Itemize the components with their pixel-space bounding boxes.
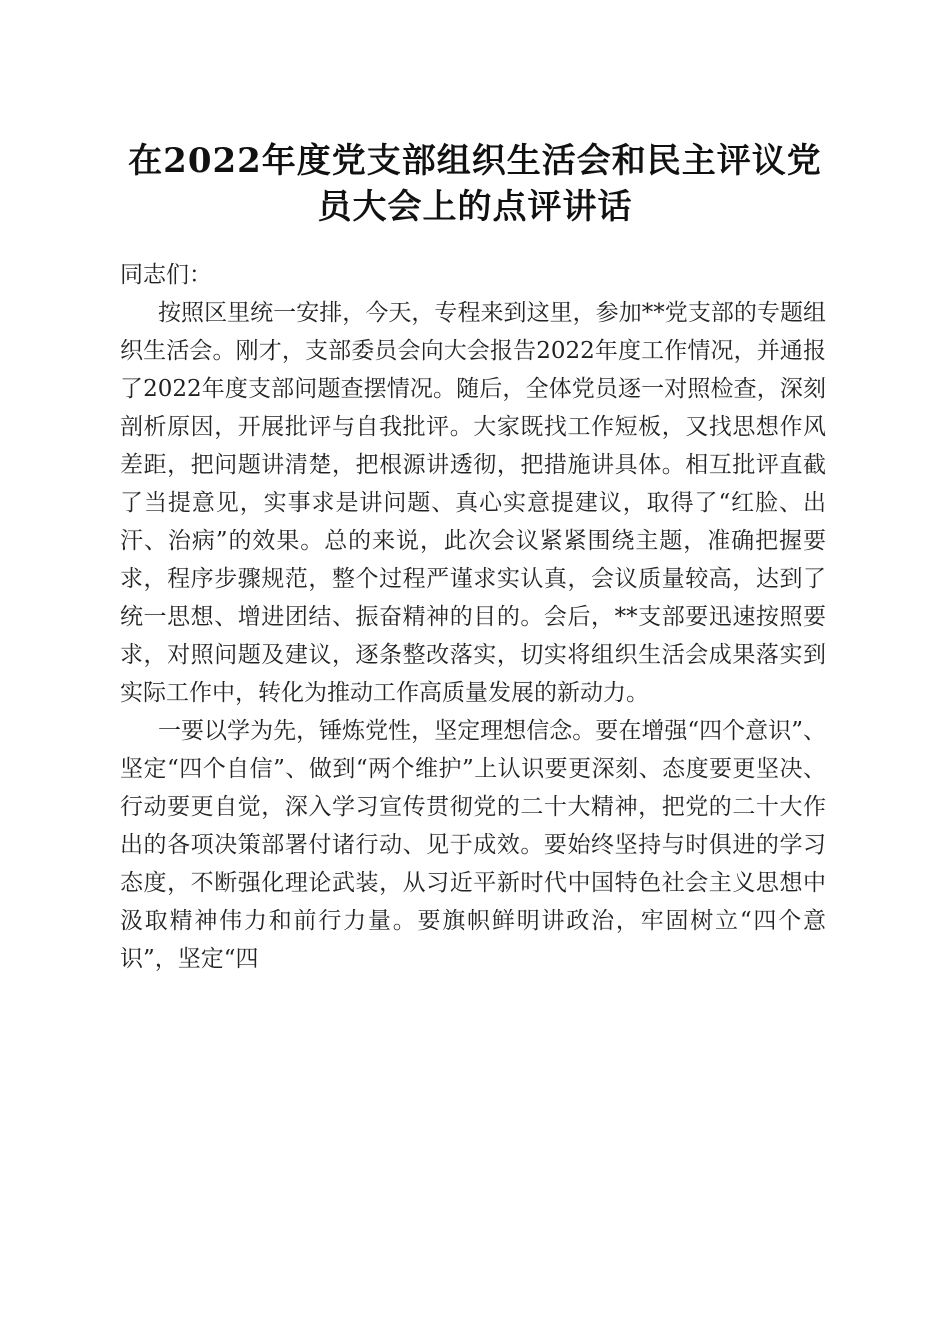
salutation: 同志们： <box>120 262 212 288</box>
document-body <box>120 256 826 978</box>
paragraph-2: 一要以学为先，锤炼党性，坚定理想信念。要在增强“四个意识”、坚定“四个自信”、做到“两个维护”上认识要更深刻、态度要更坚决、行动要更自觉，深入学习宣传贯彻党的二十大精神，把党的二十大作出的各项决策部署付诸行动、见于成效。要始终坚持与时俱进的学习态度，不断强化理论武装，从习近平新时代中国特色社会主义思想中汲取精神伟力和前行力量。要旗帜鲜明讲政治，牢固树立“四个意识”，坚定“四 <box>120 718 826 972</box>
paragraph-1: 按照区里统一安排，今天，专程来到这里，参加**党支部的专题组织生活会。刚才，支部委员会向大会报告2022年度工作情况，并通报了2022年度支部问题查摆情况。随后，全体党员逐一对照检查，深刻剖析原因，开展批评与自我批评。大家既找工作短板，又找思想作风差距，把问题讲清楚，把根源讲透彻，把措施讲具体。相互批评直截了当提意见，实事求是讲问题、真心实意提建议，取得了“红脸、出汗、治病”的效果。总的来说，此次会议紧紧围绕主题，准确把握要求，程序步骤规范，整个过程严谨求实认真，会议质量较高，达到了统一思想、增进团结、振奋精神的目的。会后，**支部要迅速按照要求，对照问题及建议，逐条整改落实，切实将组织生活会成果落实到实际工作中，转化为推动工作高质量发展的新动力。 <box>120 300 826 706</box>
document-title: 在2022年度党支部组织生活会和民主评议党员大会上的点评讲话 <box>128 141 822 227</box>
